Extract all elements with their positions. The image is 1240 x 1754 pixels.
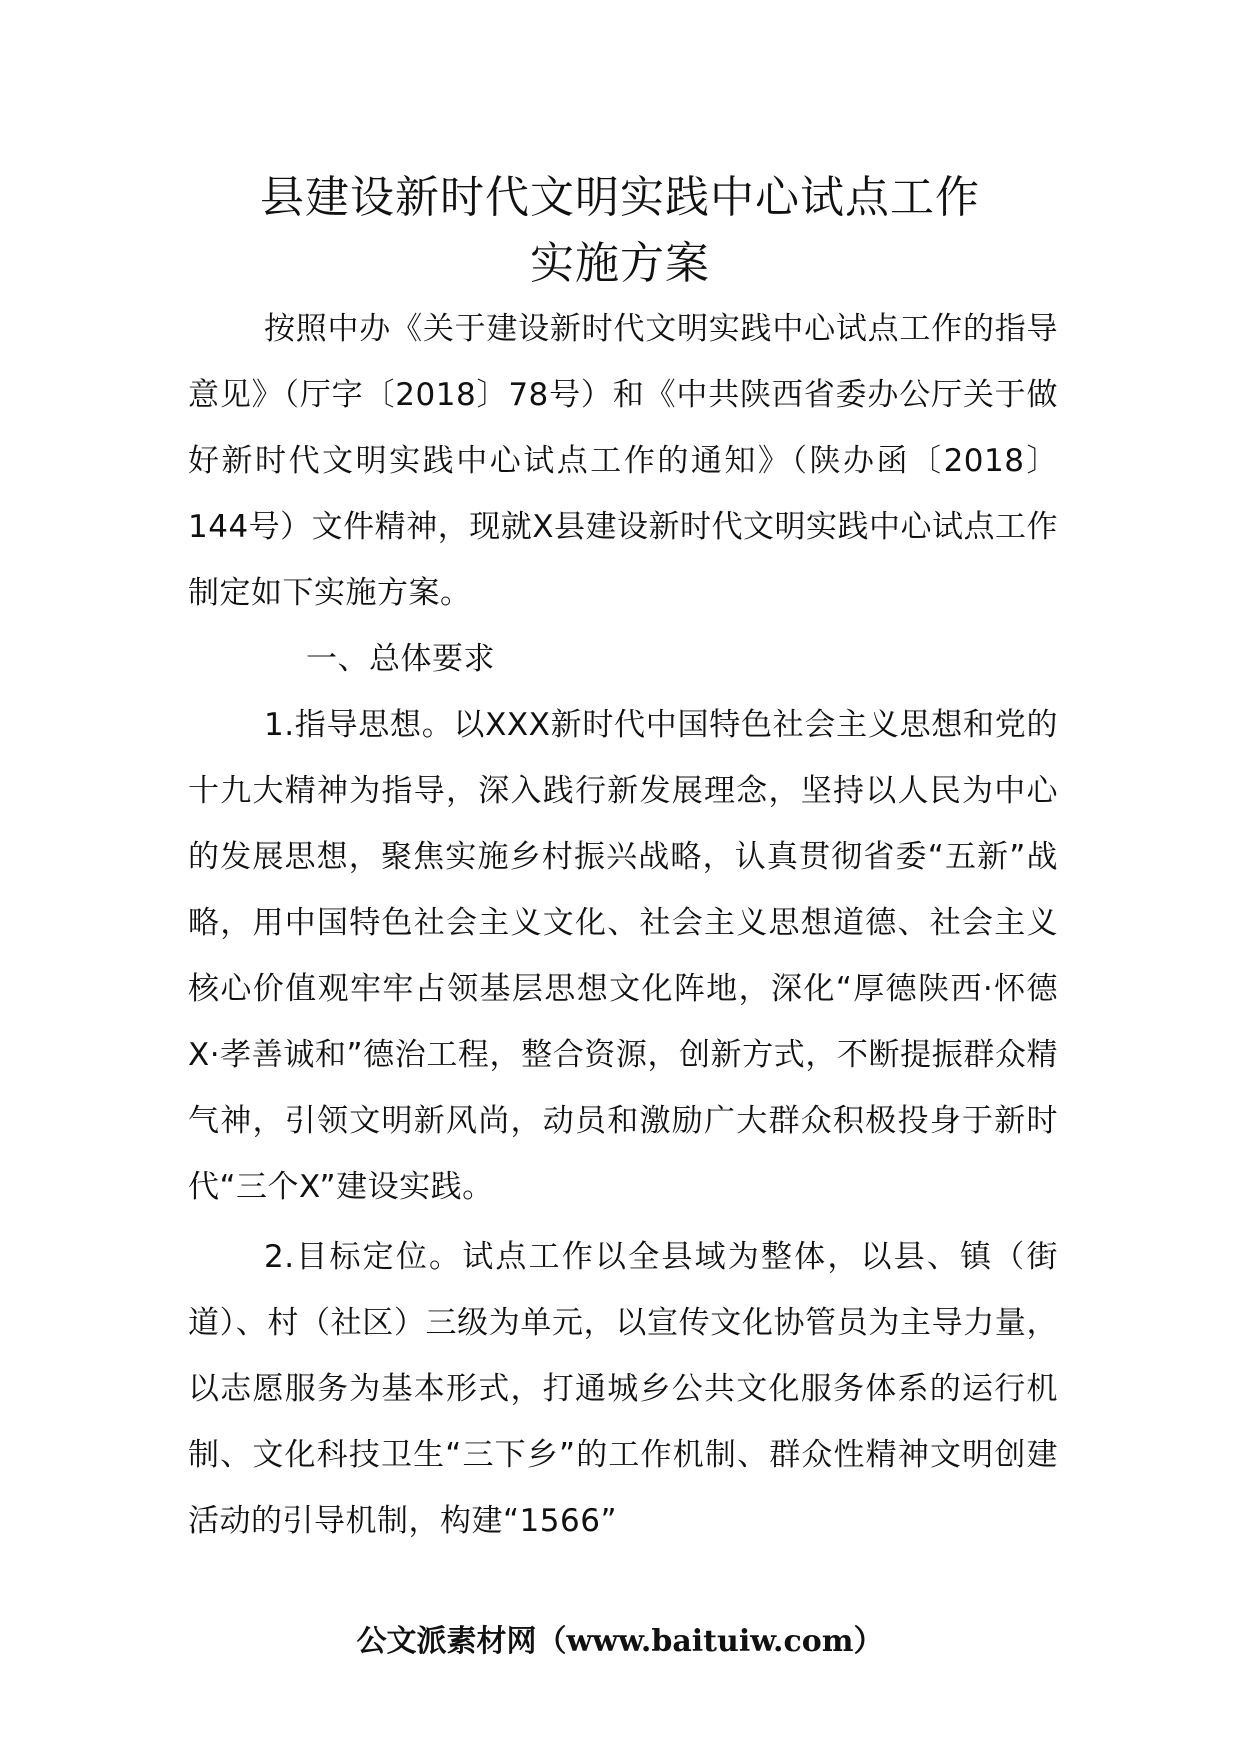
document-body bbox=[188, 296, 1058, 1554]
document-title-line-1: 县建设新时代文明实践中心试点工作 bbox=[260, 172, 980, 223]
intro-paragraph: 按照中办《关于建设新时代文明实践中心试点工作的指导意见》（厅字〔2018〕78号）和《中共陕西省委办公厅关于做好新时代文明实践中心试点工作的通知》（陕办函〔2018〕144号）文件精神，现就X县建设新时代文明实践中心试点工作制定如下实施方案。 bbox=[188, 311, 1058, 611]
footer-watermark: 公文派素材网（www.baituiw.com） bbox=[356, 1624, 884, 1659]
section-heading-general-requirements: 一、总体要求 bbox=[306, 641, 495, 677]
document-title-line-2: 实施方案 bbox=[530, 238, 710, 289]
paragraph-target-positioning: 2.目标定位。试点工作以全县域为整体，以县、镇（街道）、村（社区）三级为单元，以宣传文化协管员为主导力量，以志愿服务为基本形式，打通城乡公共文化服务体系的运行机制、文化科技卫生“三下乡”的工作机制、群众性精神文明创建活动的引导机制，构建“1566” bbox=[188, 1239, 1058, 1539]
paragraph-guiding-ideology: 1.指导思想。以XXX新时代中国特色社会主义思想和党的十九大精神为指导，深入践行新发展理念，坚持以人民为中心的发展思想，聚焦实施乡村振兴战略，认真贯彻省委“五新”战略，用中国特色社会主义文化、社会主义思想道德、社会主义核心价值观牢牢占领基层思想文化阵地，深化“厚德陕西·怀德X·孝善诚和”德治工程，整合资源，创新方式，不断提振群众精气神，引领文明新风尚，动员和激励广大群众积极投身于新时代“三个X”建设实践。 bbox=[188, 707, 1058, 1205]
